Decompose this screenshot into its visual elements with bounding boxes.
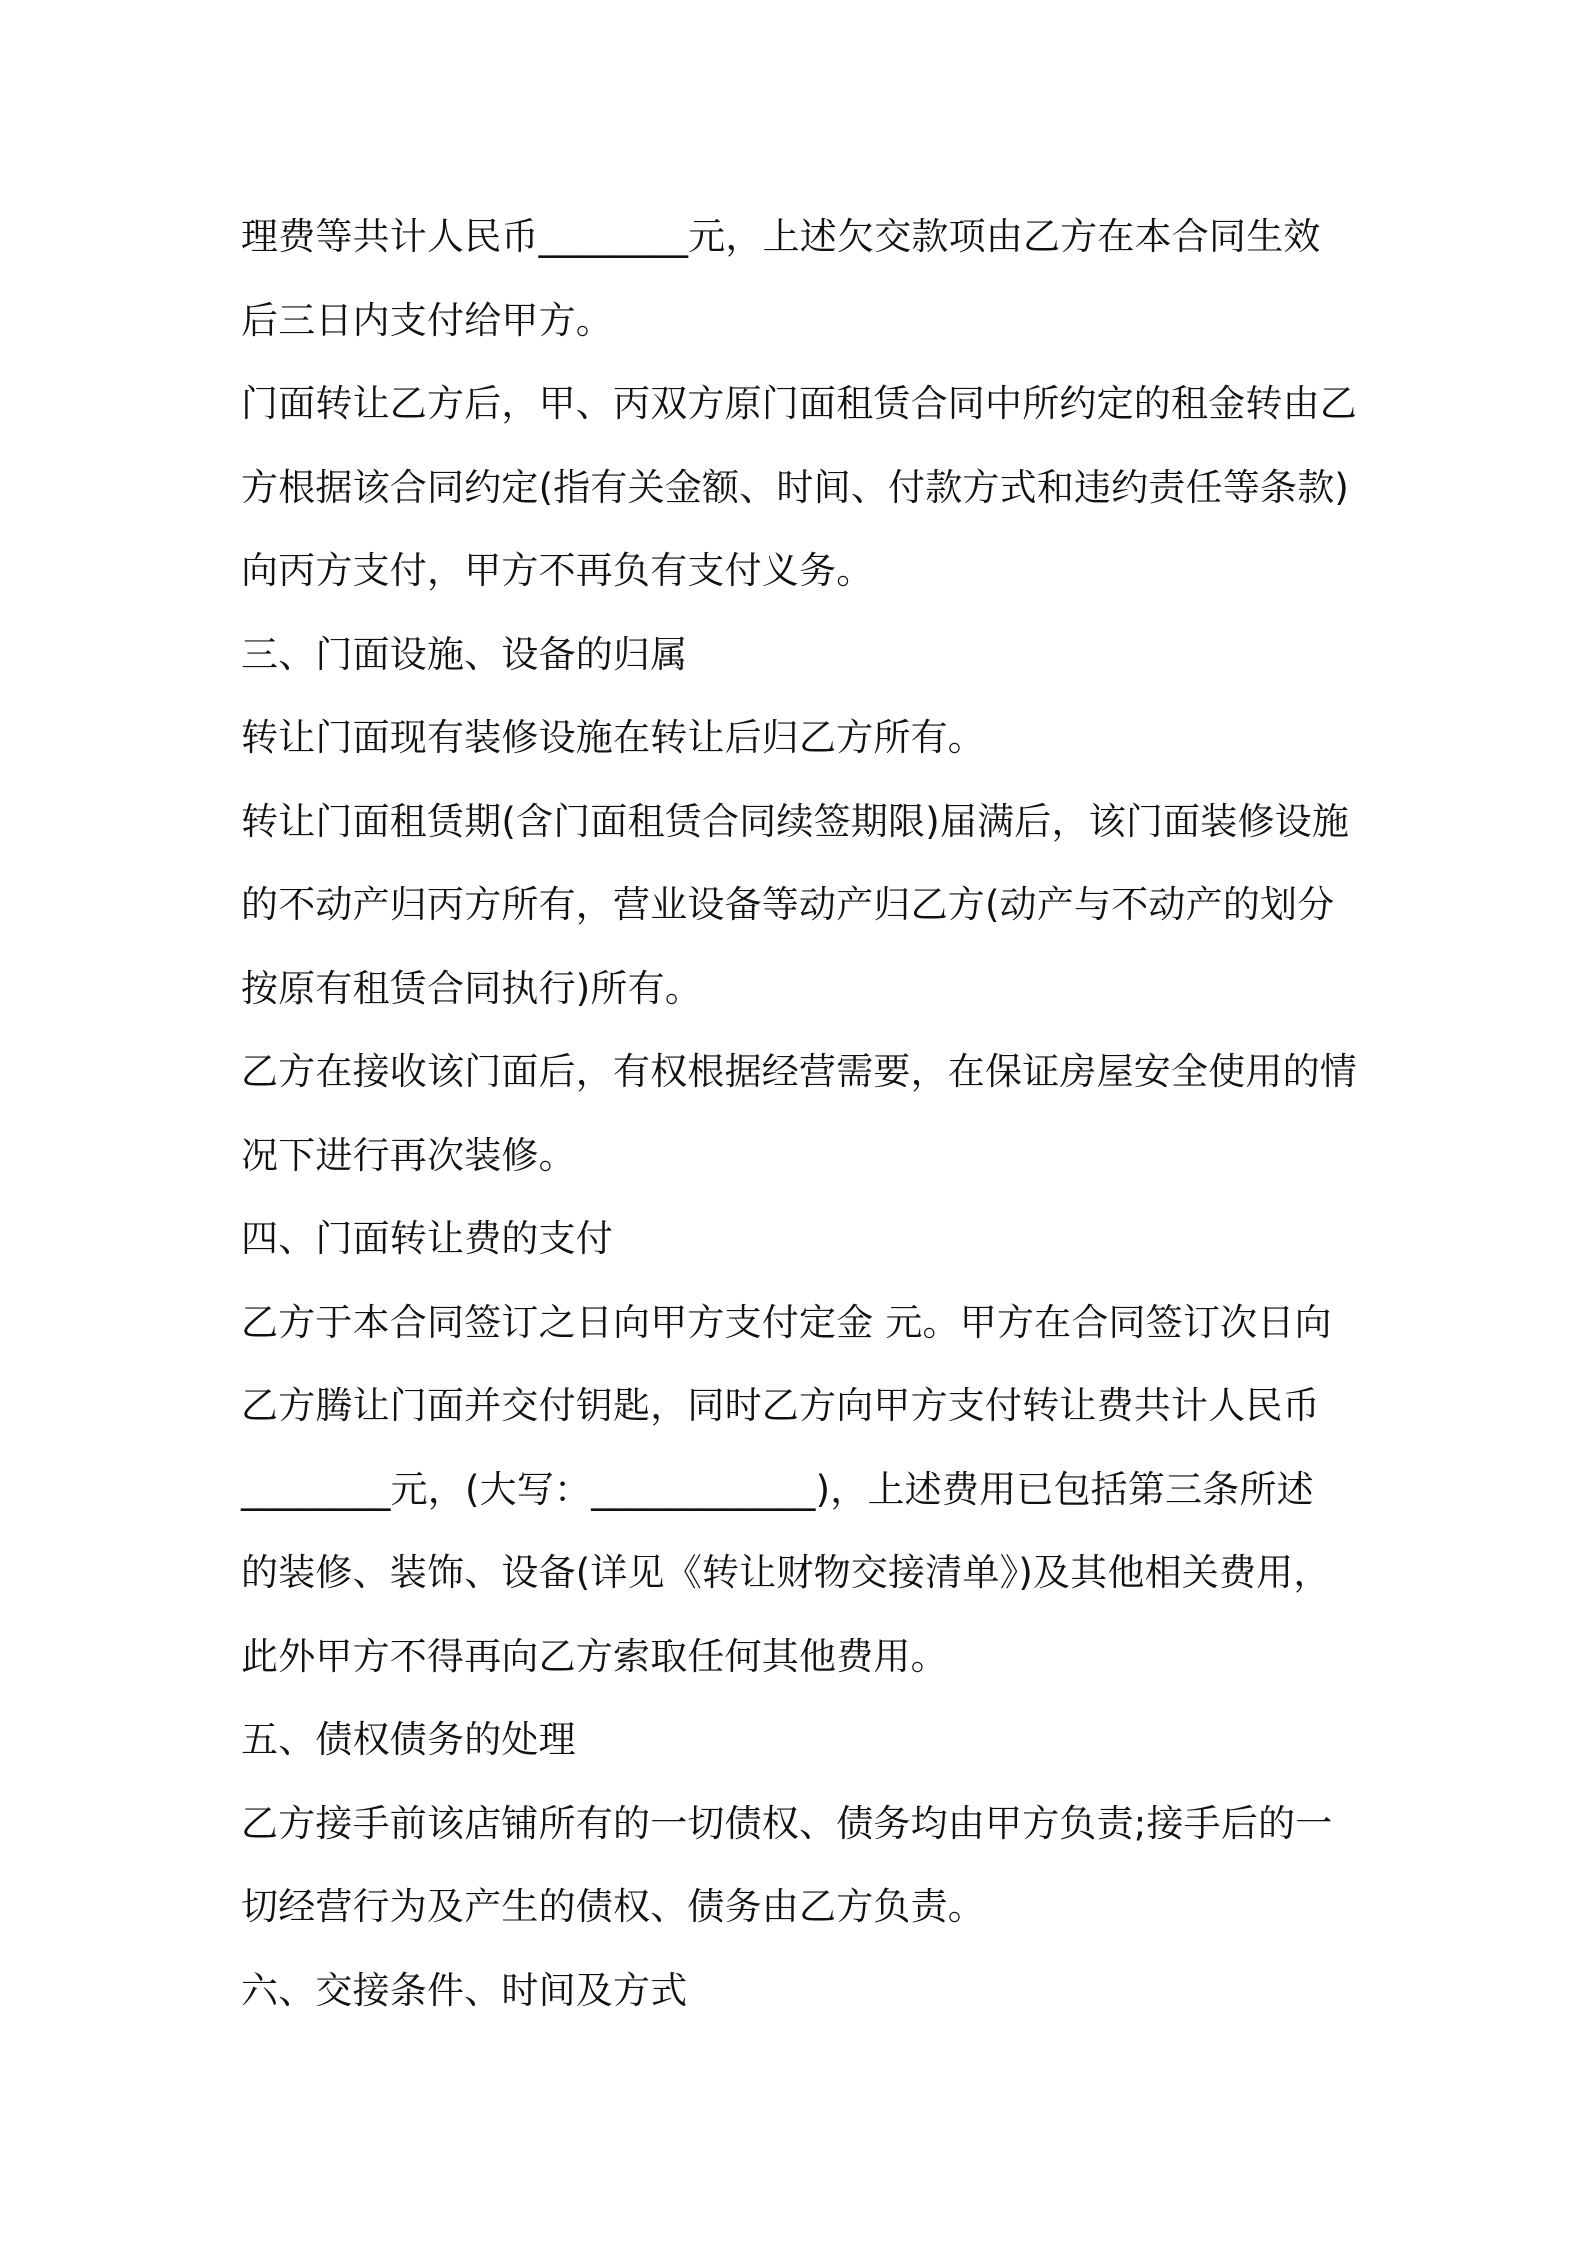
text-line: 况下进行再次装修。 — [241, 1133, 576, 1177]
text-line: 转让门面租赁期(含门面租赁合同续签期限)届满后，该门面装修设施 — [241, 799, 1350, 843]
document-body — [241, 195, 1361, 2032]
text-line: 的不动产归丙方所有，营业设备等动产归乙方(动产与不动产的划分 — [241, 883, 1335, 926]
section-heading-5: 五、债权债务的处理 — [241, 1718, 576, 1761]
text-line: 的装修、装饰、设备(详见《转让财物交接清单》)及其他相关费用， — [241, 1551, 1331, 1594]
text-line: 门面转让乙方后，甲、丙双方原门面租赁合同中所约定的租金转由乙 — [241, 382, 1357, 425]
text-line: 此外甲方不得再向乙方索取任何其他费用。 — [241, 1634, 948, 1678]
text-line: 乙方在接收该门面后，有权根据经营需要，在保证房屋安全使用的情 — [241, 1050, 1357, 1093]
section-heading-3: 三、门面设施、设备的归属 — [241, 632, 688, 676]
section-heading-4: 四、门面转让费的支付 — [241, 1217, 613, 1260]
text-line: 乙方腾让门面并交付钥匙，同时乙方向甲方支付转让费共计人民币 — [241, 1384, 1320, 1427]
text-line: 切经营行为及产生的债权、债务由乙方负责。 — [241, 1885, 985, 1928]
text-line: 后三日内支付给甲方。 — [241, 298, 613, 342]
text-line: 向丙方支付，甲方不再负有支付义务。 — [241, 549, 874, 592]
text-line: 理费等共计人民币________元，上述欠交款项由乙方在本合同生效 — [241, 215, 1321, 258]
text-line: 乙方于本合同签订之日向甲方支付定金 元。甲方在合同签订次日向 — [241, 1300, 1332, 1344]
text-line: ________元，(大写：____________)，上述费用已包括第三条所述 — [241, 1467, 1314, 1511]
section-heading-6: 六、交接条件、时间及方式 — [241, 1968, 688, 2012]
text-line: 乙方接手前该店铺所有的一切债权、债务均由甲方负责;接手后的一 — [241, 1801, 1333, 1845]
text-line: 方根据该合同约定(指有关金额、时间、付款方式和违约责任等条款) — [241, 465, 1350, 509]
text-line: 转让门面现有装修设施在转让后归乙方所有。 — [241, 716, 985, 759]
text-line: 按原有租赁合同执行)所有。 — [241, 966, 703, 1010]
